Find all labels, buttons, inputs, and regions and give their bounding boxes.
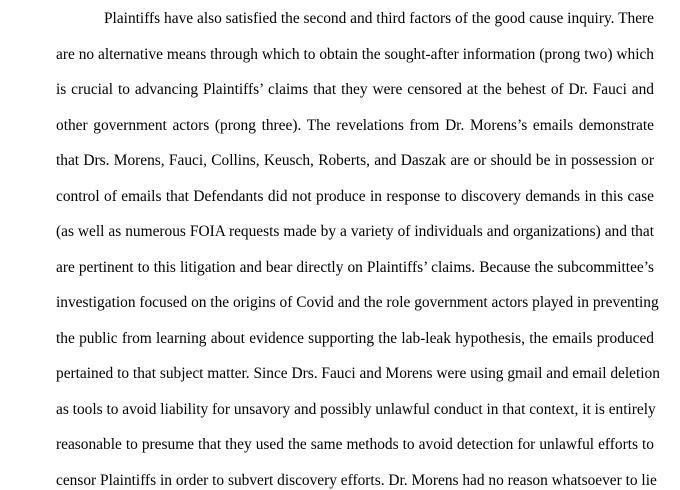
paragraph-line-3: is crucial to advancing Plaintiffs’ claims that they were censored at the behest of Dr. Fauci and <box>56 81 654 98</box>
paragraph-line-12: as tools to avoid liability for unsavory and possibly unlawful conduct in that context, it is entirely <box>56 401 656 418</box>
paragraph-line-7: (as well as numerous FOIA requests made by a variety of individuals and organizations) and that <box>56 223 654 240</box>
paragraph-line-6: control of emails that Defendants did not produce in response to discovery demands in this case <box>56 188 654 205</box>
paragraph-line-8: are pertinent to this litigation and bear directly on Plaintiffs’ claims. Because the subcommittee’s <box>56 259 654 276</box>
paragraph-line-2: are no alternative means through which to obtain the sought-after information (prong two) which <box>56 46 654 63</box>
paragraph-line-13: reasonable to presume that they used the same methods to avoid detection for unlawful efforts to <box>56 436 654 453</box>
paragraph-line-11: pertained to that subject matter. Since Drs. Fauci and Morens were using gmail and email deletion <box>56 365 660 382</box>
paragraph-line-9: investigation focused on the origins of Covid and the role government actors played in preventing <box>56 294 659 311</box>
paragraph-line-14: censor Plaintiffs in order to subvert discovery efforts. Dr. Morens had no reason whatsoever to lie <box>56 472 657 489</box>
paragraph-line-1: Plaintiffs have also satisfied the second and third factors of the good cause inquiry. There <box>104 10 654 27</box>
paragraph-line-5: that Drs. Morens, Fauci, Collins, Keusch, Roberts, and Daszak are or should be in possession or <box>56 152 654 169</box>
paragraph-line-10: the public from learning about evidence supporting the lab-leak hypothesis, the emails produced <box>56 330 654 347</box>
paragraph-line-4: other government actors (prong three). The revelations from Dr. Morens’s emails demonstrate <box>56 117 654 134</box>
